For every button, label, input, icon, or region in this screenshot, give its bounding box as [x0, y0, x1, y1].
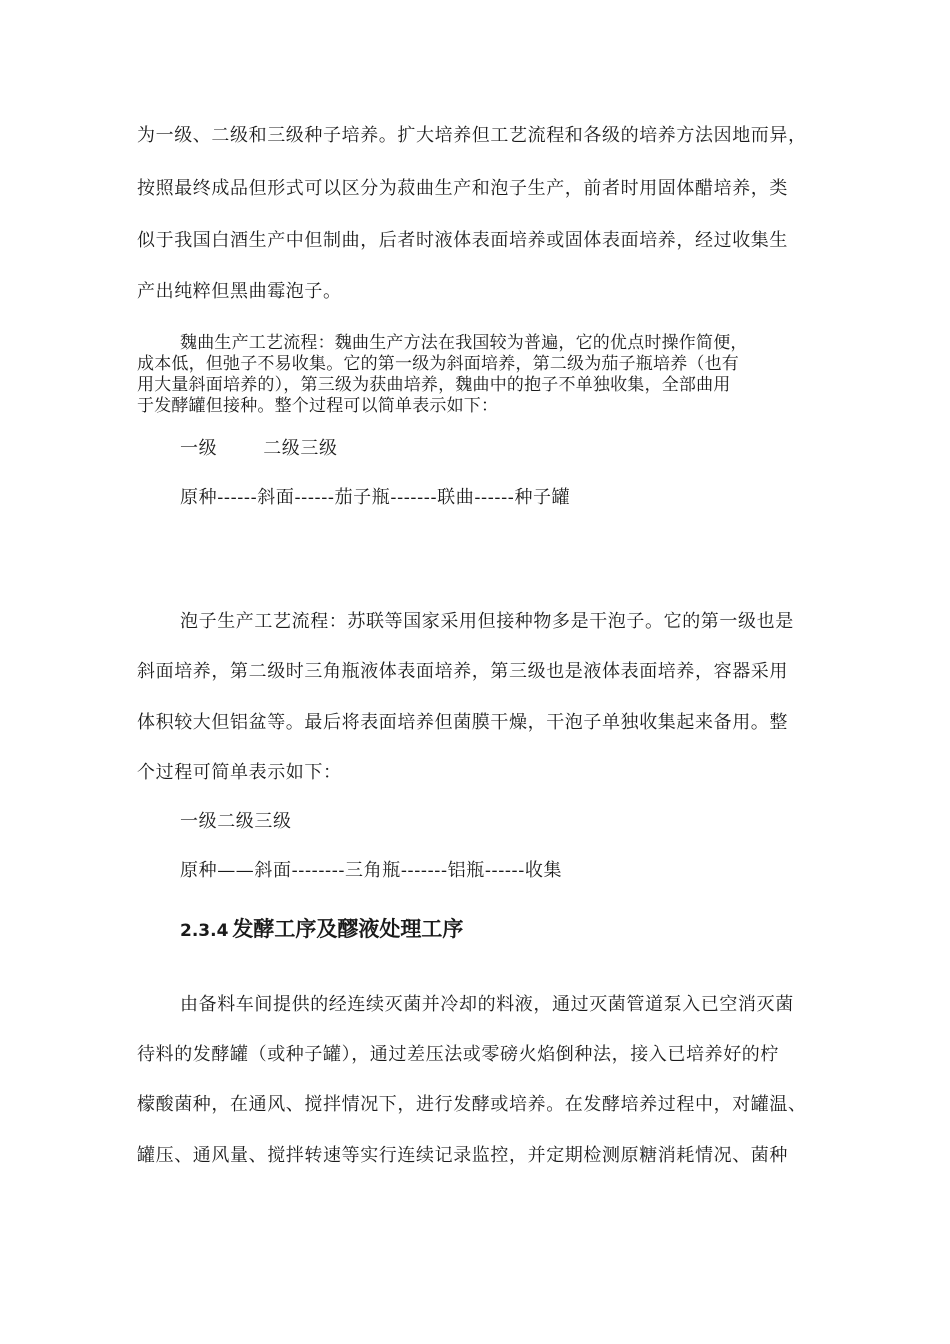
para3-line-1: 泡子生产工艺流程：苏联等国家采用但接种物多是干泡子。它的第一级也是: [180, 611, 794, 632]
flow2-chain: 原种——斜面--------三角瓶-------铝瓶------收集: [180, 860, 563, 881]
para1-line-4: 产出纯粹但黑曲霉泡子。: [137, 281, 342, 302]
para2-line-3: 用大量斜面培养的），第三级为获曲培养，魏曲中的抱子不单独收集，全部曲用: [137, 375, 731, 395]
para1-line-2: 按照最终成品但形式可以区分为菽曲生产和泡子生产，前者时用固体醋培养，类: [137, 178, 788, 199]
para3-line-2: 斜面培养，第二级时三角瓶液体表面培养，第三级也是液体表面培养，容器采用: [137, 661, 788, 682]
para2-line-2: 成本低，但弛子不易收集。它的第一级为斜面培养，第二级为茄子瓶培养（也有: [137, 354, 739, 374]
para3-line-3: 体积较大但铝盆等。最后将表面培养但菌膜干燥，干泡子单独收集起来备用。整: [137, 712, 788, 733]
para4-line-1: 由备料车间提供的经连续灭菌并冷却的料液，通过灭菌管道泵入已空消灭菌: [180, 994, 794, 1015]
section-number: 2.3.4: [180, 921, 229, 941]
flow2-levels: 一级二级三级: [180, 811, 292, 832]
flow1-chain: 原种------斜面------茄子瓶-------联曲------种子罐: [180, 487, 571, 508]
flow1-level-b: 二级三级: [263, 438, 338, 459]
flow1-level-a: 一级: [180, 438, 218, 459]
section-title: 发酵工序及醪液处理工序: [232, 917, 464, 941]
para2-line-1: 魏曲生产工艺流程：魏曲生产方法在我国较为普遍，它的优点时操作简便，: [180, 333, 748, 353]
para1-line-1: 为一级、二级和三级种子培养。扩大培养但工艺流程和各级的培养方法因地而异，: [137, 125, 807, 146]
para1-line-3: 似于我国白酒生产中但制曲，后者时液体表面培养或固体表面培养，经过收集生: [137, 230, 788, 251]
para4-line-3: 檬酸菌种，在通风、搅拌情况下，进行发酵或培养。在发酵培养过程中，对罐温、: [137, 1094, 807, 1115]
section-heading: [180, 914, 463, 946]
para3-line-4: 个过程可简单表示如下：: [137, 762, 342, 783]
para2-line-4: 于发酵罐但接种。整个过程可以简单表示如下：: [137, 396, 499, 416]
para4-line-2: 待料的发酵罐（或种子罐），通过差压法或零磅火焰倒种法，接入已培养好的柠: [137, 1044, 779, 1065]
para4-line-4: 罐压、通风量、搅拌转速等实行连续记录监控，并定期检测原糖消耗情况、菌种: [137, 1145, 788, 1166]
flow1-levels: [180, 437, 338, 461]
